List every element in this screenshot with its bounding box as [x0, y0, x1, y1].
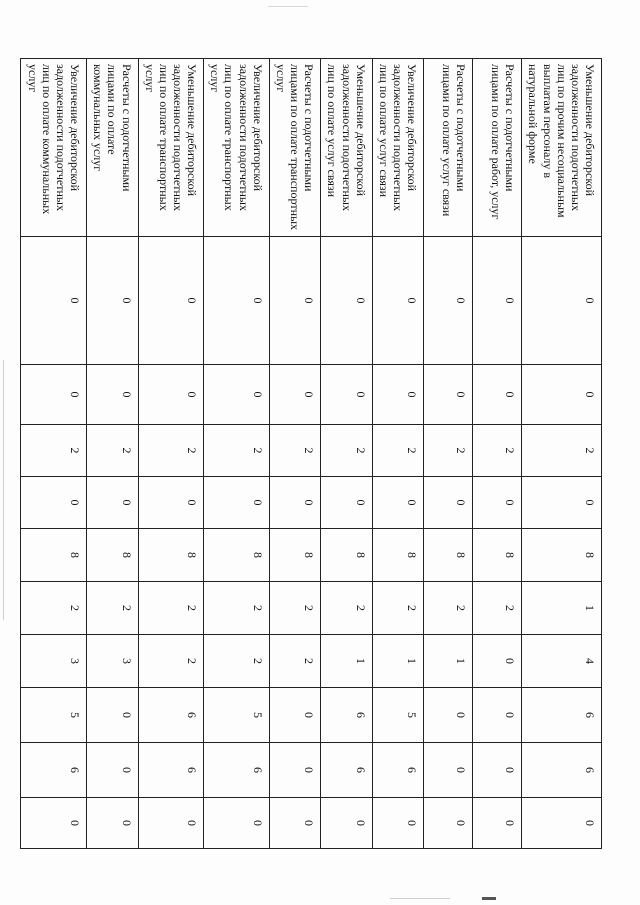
code-digit-cell: 2	[269, 582, 320, 635]
code-digit-cell: 0	[424, 365, 473, 425]
code-digit-cell: 0	[372, 365, 423, 425]
table-row	[372, 59, 423, 849]
table-row	[321, 59, 372, 849]
table-row	[21, 59, 87, 849]
code-digit-cell: 0	[522, 477, 602, 529]
code-digit-cell: 0	[473, 688, 522, 743]
code-digit-cell: 0	[269, 798, 320, 849]
code-digit-cell: 2	[138, 582, 204, 635]
code-digit-cell: 8	[138, 529, 204, 582]
row-label: Расчеты с подотчетными лицами по оплате коммунальных услуг	[87, 59, 138, 237]
table-row	[138, 59, 204, 849]
code-digit-cell: 0	[522, 365, 602, 425]
row-label: Увеличение дебиторской задолженности подотчетных лиц по оплате коммунальных услуг	[21, 59, 87, 237]
code-digit-cell: 0	[321, 798, 372, 849]
row-label: Увеличение дебиторской задолженности подотчетных лиц по оплате транспортных услуг	[204, 59, 270, 237]
code-digit-cell: 0	[204, 365, 270, 425]
code-digit-cell: 6	[372, 743, 423, 798]
code-digit-cell: 2	[138, 425, 204, 477]
code-digit-cell: 1	[424, 635, 473, 688]
code-digit-cell: 0	[138, 365, 204, 425]
code-digit-cell: 6	[522, 743, 602, 798]
table-row	[204, 59, 270, 849]
code-digit-cell: 0	[138, 237, 204, 365]
code-digit-cell: 5	[372, 688, 423, 743]
scan-bottom-mark	[390, 898, 450, 899]
code-digit-cell: 0	[269, 477, 320, 529]
code-digit-cell: 6	[204, 743, 270, 798]
code-digit-cell: 2	[269, 425, 320, 477]
code-digit-cell: 6	[522, 688, 602, 743]
table-row	[87, 59, 138, 849]
code-digit-cell: 0	[21, 237, 87, 365]
code-digit-cell: 0	[473, 743, 522, 798]
code-digit-cell: 0	[424, 743, 473, 798]
code-digit-cell: 8	[21, 529, 87, 582]
code-digit-cell: 0	[269, 237, 320, 365]
code-digit-cell: 2	[522, 425, 602, 477]
table-row	[269, 59, 320, 849]
code-digit-cell: 2	[138, 635, 204, 688]
code-digit-cell: 6	[138, 688, 204, 743]
code-digit-cell: 3	[21, 635, 87, 688]
code-digit-cell: 0	[87, 477, 138, 529]
scan-edge-line	[3, 360, 4, 620]
code-digit-cell: 2	[321, 582, 372, 635]
code-digit-cell: 8	[204, 529, 270, 582]
code-digit-cell: 0	[321, 365, 372, 425]
code-digit-cell: 0	[204, 798, 270, 849]
code-digit-cell: 1	[372, 635, 423, 688]
code-digit-cell: 0	[473, 365, 522, 425]
code-digit-cell: 0	[321, 237, 372, 365]
code-digit-cell: 0	[424, 688, 473, 743]
code-digit-cell: 2	[204, 582, 270, 635]
row-label: Уменьшение дебиторской задолженности подотчетных лиц по оплате услуг связи	[321, 59, 372, 237]
code-digit-cell: 2	[424, 425, 473, 477]
code-digit-cell: 0	[87, 365, 138, 425]
code-digit-cell: 8	[321, 529, 372, 582]
code-digit-cell: 1	[321, 635, 372, 688]
rotated-table-sheet	[25, 58, 602, 848]
code-digit-cell: 0	[473, 237, 522, 365]
code-digit-cell: 2	[473, 425, 522, 477]
code-digit-cell: 0	[372, 798, 423, 849]
code-digit-cell: 0	[424, 798, 473, 849]
code-digit-cell: 0	[321, 477, 372, 529]
code-digit-cell: 0	[372, 477, 423, 529]
code-digit-cell: 8	[269, 529, 320, 582]
code-digit-cell: 0	[424, 477, 473, 529]
code-digit-cell: 4	[522, 635, 602, 688]
code-digit-cell: 2	[87, 582, 138, 635]
code-digit-cell: 8	[372, 529, 423, 582]
code-digit-cell: 6	[321, 688, 372, 743]
code-digit-cell: 5	[21, 688, 87, 743]
code-digit-cell: 2	[473, 582, 522, 635]
code-digit-cell: 2	[269, 635, 320, 688]
code-digit-cell: 8	[424, 529, 473, 582]
code-digit-cell: 0	[522, 798, 602, 849]
code-digit-cell: 0	[21, 477, 87, 529]
code-digit-cell: 2	[204, 425, 270, 477]
code-digit-cell: 0	[138, 477, 204, 529]
code-digit-cell: 3	[87, 635, 138, 688]
code-digit-cell: 0	[473, 798, 522, 849]
code-digit-cell: 0	[269, 743, 320, 798]
code-digit-cell: 6	[138, 743, 204, 798]
scan-top-mark	[268, 6, 308, 7]
code-digit-cell: 0	[473, 477, 522, 529]
code-digit-cell: 0	[269, 365, 320, 425]
row-label: Увеличение дебиторской задолженности подотчетных лиц по оплате услуг связи	[372, 59, 423, 237]
scan-bottom-tick	[482, 897, 496, 900]
code-digit-cell: 2	[21, 425, 87, 477]
code-digit-cell: 0	[21, 365, 87, 425]
row-label: Расчеты с подотчетными лицами по оплате услуг связи	[424, 59, 473, 237]
code-digit-cell: 0	[87, 798, 138, 849]
table-row	[522, 59, 602, 849]
code-digit-cell: 6	[21, 743, 87, 798]
code-digit-cell: 2	[424, 582, 473, 635]
code-digit-cell: 2	[21, 582, 87, 635]
row-label: Расчеты с подотчетными лицами по оплате транспортных услуг	[269, 59, 320, 237]
code-digit-cell: 0	[204, 477, 270, 529]
table-row	[424, 59, 473, 849]
code-digit-cell: 0	[473, 635, 522, 688]
code-digit-cell: 0	[424, 237, 473, 365]
code-digit-cell: 2	[321, 425, 372, 477]
code-digit-cell: 0	[372, 237, 423, 365]
code-digit-cell: 2	[204, 635, 270, 688]
table-row	[473, 59, 522, 849]
code-digit-cell: 0	[87, 237, 138, 365]
code-digit-cell: 0	[87, 743, 138, 798]
code-digit-cell: 0	[87, 688, 138, 743]
row-label: Уменьшение дебиторской задолженности подотчетных лиц по прочим несоциальным выплатам персоналу в натуральной форме	[522, 59, 602, 237]
code-digit-cell: 2	[372, 425, 423, 477]
code-digit-cell: 5	[204, 688, 270, 743]
code-digit-cell: 8	[473, 529, 522, 582]
code-digit-cell: 0	[138, 798, 204, 849]
code-digit-cell: 0	[204, 237, 270, 365]
code-digit-cell: 2	[372, 582, 423, 635]
row-label: Расчеты с подотчетными лицами по оплате работ, услуг	[473, 59, 522, 237]
code-digit-cell: 0	[269, 688, 320, 743]
row-label: Уменьшение дебиторской задолженности подотчетных лиц по оплате транспортных услуг	[138, 59, 204, 237]
code-digit-cell: 1	[522, 582, 602, 635]
code-digit-cell: 0	[522, 237, 602, 365]
code-digit-cell: 8	[87, 529, 138, 582]
code-digit-cell: 6	[321, 743, 372, 798]
code-digit-cell: 8	[522, 529, 602, 582]
code-digit-cell: 0	[21, 798, 87, 849]
code-digit-cell: 2	[87, 425, 138, 477]
account-codes-table	[20, 58, 602, 849]
